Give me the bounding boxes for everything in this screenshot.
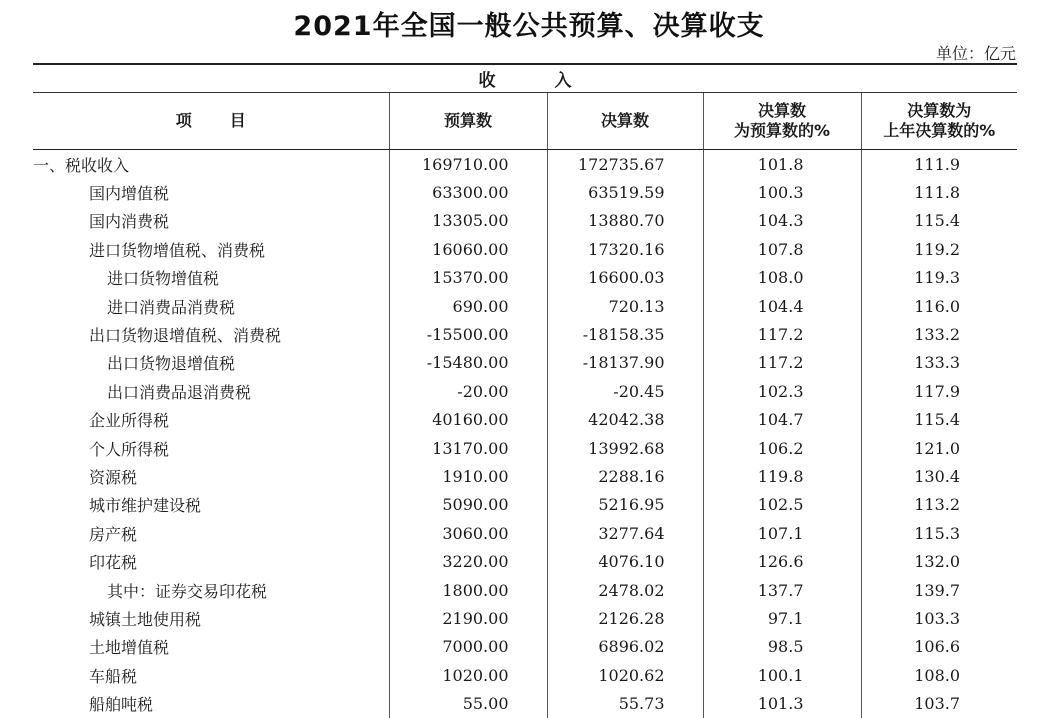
row-pct-budget: 100.3: [703, 178, 861, 206]
row-pct-prev: 103.3: [861, 604, 1017, 632]
section-header-row: [33, 64, 1017, 93]
row-final-value: 63519.59: [547, 178, 703, 206]
row-budget-value: -15500.00: [389, 320, 547, 348]
table-row: [33, 320, 1017, 348]
row-item-name: 国内消费税: [89, 212, 170, 232]
section-header: [33, 64, 1017, 93]
row-final-value: 13992.68: [547, 434, 703, 462]
table-row: [33, 462, 1017, 490]
header-ratio-prev-line2: 上年决算数的%: [883, 121, 996, 140]
row-pct-budget: 107.1: [703, 519, 861, 547]
column-header-row: [33, 93, 1017, 150]
row-item-name: 房产税: [89, 524, 138, 544]
page-title: 2021年全国一般公共预算、决算收支: [293, 11, 765, 42]
row-item-name: 资源税: [89, 467, 138, 487]
row-budget-value: 1020.00: [389, 661, 547, 689]
row-item-name: 出口消费品退消费税: [107, 382, 252, 402]
table-row: [33, 264, 1017, 292]
budget-table: [33, 63, 1017, 718]
row-budget-value: -20.00: [389, 377, 547, 405]
header-ratio-budget: [703, 93, 861, 150]
table-row: [33, 150, 1017, 179]
row-final-value: 172735.67: [547, 150, 703, 179]
row-final-value: 2126.28: [547, 604, 703, 632]
row-final-value: 17320.16: [547, 235, 703, 263]
header-item-part2: 目: [229, 111, 246, 130]
row-pct-prev: 108.0: [861, 661, 1017, 689]
table-row: [33, 207, 1017, 235]
row-pct-budget: 126.6: [703, 547, 861, 575]
row-final-value: 16600.03: [547, 264, 703, 292]
row-pct-prev: 119.2: [861, 235, 1017, 263]
row-pct-prev: 116.0: [861, 292, 1017, 320]
row-pct-prev: 103.7: [861, 689, 1017, 717]
row-pct-budget: 104.4: [703, 292, 861, 320]
table-body: [33, 150, 1017, 718]
row-final-value: -20.45: [547, 377, 703, 405]
row-item-name: 进口货物增值税、消费税: [89, 240, 266, 260]
row-pct-prev: 133.2: [861, 320, 1017, 348]
row-budget-value: 5090.00: [389, 491, 547, 519]
row-pct-prev: 132.0: [861, 547, 1017, 575]
row-budget-value: 63300.00: [389, 178, 547, 206]
row-item-name: 车船税: [89, 666, 138, 686]
header-ratio-budget-line2: 为预算数的%: [733, 121, 831, 140]
row-budget-value: 690.00: [389, 292, 547, 320]
row-pct-budget: 119.8: [703, 462, 861, 490]
row-budget-value: 3220.00: [389, 547, 547, 575]
row-final-value: 720.13: [547, 292, 703, 320]
table-row: [33, 406, 1017, 434]
table-row: [33, 377, 1017, 405]
row-budget-value: -15480.00: [389, 349, 547, 377]
row-item-name: 土地增值税: [89, 638, 170, 658]
table-row: [33, 604, 1017, 632]
row-pct-prev: 115.3: [861, 519, 1017, 547]
section-label-part1: 收: [478, 71, 496, 91]
section-label-part2: 入: [554, 71, 572, 91]
row-pct-prev: 121.0: [861, 434, 1017, 462]
row-pct-budget: 104.7: [703, 406, 861, 434]
row-budget-value: 13170.00: [389, 434, 547, 462]
row-final-value: 2478.02: [547, 576, 703, 604]
budget-table-container: [33, 63, 1017, 718]
row-final-value: 13880.70: [547, 207, 703, 235]
row-pct-prev: 115.4: [861, 207, 1017, 235]
row-budget-value: 169710.00: [389, 150, 547, 179]
row-final-value: 5216.95: [547, 491, 703, 519]
row-final-value: -18137.90: [547, 349, 703, 377]
row-budget-value: 1800.00: [389, 576, 547, 604]
row-budget-value: 13305.00: [389, 207, 547, 235]
row-pct-prev: 111.9: [861, 150, 1017, 179]
row-item-name: 一、税收收入: [33, 155, 130, 175]
row-item-name: 出口货物退增值税、消费税: [89, 326, 282, 346]
row-pct-budget: 102.3: [703, 377, 861, 405]
row-final-value: 4076.10: [547, 547, 703, 575]
header-item: [33, 93, 389, 150]
table-row: [33, 661, 1017, 689]
table-row: [33, 689, 1017, 717]
row-final-value: 1020.62: [547, 661, 703, 689]
row-budget-value: 2190.00: [389, 604, 547, 632]
row-pct-budget: 117.2: [703, 320, 861, 348]
row-final-value: 2288.16: [547, 462, 703, 490]
row-final-value: 55.73: [547, 689, 703, 717]
row-pct-prev: 111.8: [861, 178, 1017, 206]
table-row: [33, 491, 1017, 519]
table-row: [33, 547, 1017, 575]
row-budget-value: 3060.00: [389, 519, 547, 547]
row-pct-budget: 102.5: [703, 491, 861, 519]
table-row: [33, 292, 1017, 320]
row-pct-prev: 113.2: [861, 491, 1017, 519]
row-pct-prev: 133.3: [861, 349, 1017, 377]
row-item-name: 城市维护建设税: [89, 496, 202, 516]
row-budget-value: 40160.00: [389, 406, 547, 434]
table-row: [33, 519, 1017, 547]
row-item-name: 船舶吨税: [89, 695, 154, 715]
row-pct-prev: 130.4: [861, 462, 1017, 490]
row-final-value: -18158.35: [547, 320, 703, 348]
table-row: [33, 349, 1017, 377]
row-pct-budget: 101.8: [703, 150, 861, 179]
row-final-value: 42042.38: [547, 406, 703, 434]
row-pct-budget: 104.3: [703, 207, 861, 235]
row-item-name: 印花税: [89, 553, 138, 573]
row-budget-value: 16060.00: [389, 235, 547, 263]
row-pct-budget: 107.8: [703, 235, 861, 263]
row-item-name: 个人所得税: [89, 439, 170, 459]
header-budget: 预算数: [389, 93, 547, 150]
table-row: [33, 178, 1017, 206]
table-row: [33, 633, 1017, 661]
row-pct-budget: 98.5: [703, 633, 861, 661]
header-ratio-budget-line1: 决算数: [757, 101, 806, 120]
row-pct-budget: 97.1: [703, 604, 861, 632]
row-pct-budget: 117.2: [703, 349, 861, 377]
row-item-name: 进口消费品消费税: [107, 297, 236, 317]
table-row: [33, 576, 1017, 604]
unit-label: 单位：亿元: [935, 44, 1016, 63]
row-budget-value: 1910.00: [389, 462, 547, 490]
row-item-name: 企业所得税: [89, 411, 170, 431]
row-final-value: 3277.64: [547, 519, 703, 547]
row-final-value: 6896.02: [547, 633, 703, 661]
row-budget-value: 55.00: [389, 689, 547, 717]
row-pct-prev: 117.9: [861, 377, 1017, 405]
row-pct-budget: 108.0: [703, 264, 861, 292]
row-budget-value: 7000.00: [389, 633, 547, 661]
header-ratio-prev-line1: 决算数为: [907, 101, 972, 120]
row-pct-budget: 137.7: [703, 576, 861, 604]
row-pct-prev: 106.6: [861, 633, 1017, 661]
row-pct-prev: 139.7: [861, 576, 1017, 604]
row-pct-budget: 101.3: [703, 689, 861, 717]
header-final: 决算数: [547, 93, 703, 150]
header-ratio-prev: [861, 93, 1017, 150]
row-budget-value: 15370.00: [389, 264, 547, 292]
row-pct-prev: 115.4: [861, 406, 1017, 434]
row-pct-prev: 119.3: [861, 264, 1017, 292]
row-pct-budget: 106.2: [703, 434, 861, 462]
table-row: [33, 434, 1017, 462]
header-item-part1: 项: [175, 111, 192, 130]
row-pct-budget: 100.1: [703, 661, 861, 689]
table-row: [33, 235, 1017, 263]
row-item-name: 城镇土地使用税: [89, 609, 202, 629]
row-item-name: 进口货物增值税: [107, 269, 220, 289]
row-item-name: 出口货物退增值税: [107, 354, 236, 374]
row-item-name: 其中：证券交易印花税: [107, 581, 268, 601]
row-item-name: 国内增值税: [89, 184, 170, 204]
